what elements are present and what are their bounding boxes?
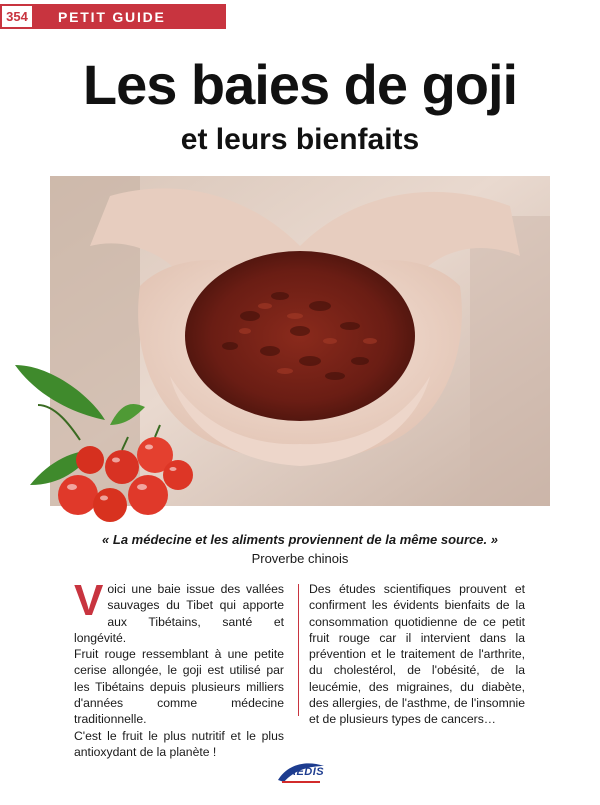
chinese-proverb-quote: « La médecine et les aliments proviennent de la même source. »	[102, 532, 498, 547]
paragraph-3: C'est le fruit le plus nutritif et le plus antioxydant de la planète !	[74, 728, 284, 759]
quote-source: Proverbe chinois	[251, 551, 349, 566]
page-subtitle: et leurs bienfaits	[180, 123, 420, 156]
issue-number: 354	[0, 4, 34, 29]
column-divider	[298, 584, 299, 716]
intro-paragraph	[74, 576, 284, 646]
paragraph-2: Fruit rouge ressemblant à une petite cerise allongée, le goji est utilisé par les Tibétains depuis plusieurs milliers d'années comme médecine traditionnelle.	[74, 647, 284, 727]
fresh-goji-berries-illustration	[10, 355, 200, 530]
page-title: Les baies de goji	[82, 53, 518, 116]
paragraph-4: Des études scientifiques prouvent et confirment les évidents bienfaits de la consommation quotidienne de ce petit fruit rouge car il intervient dans la prévention et le traitement de l'arthrite, du cholestérol, de l'obésité, de la leucémie, des migraines, du diabète, des allergies, de l'asthme, de l'insomnie et de plusieurs types de cancers…	[309, 582, 525, 727]
publisher-logo	[276, 760, 326, 784]
body-column-right	[309, 581, 525, 728]
drop-cap: V	[74, 576, 104, 625]
body-column-left	[74, 576, 284, 760]
series-badge	[0, 4, 226, 29]
series-label: PETIT GUIDE	[58, 8, 166, 25]
publisher-name: AEDIS	[288, 766, 325, 778]
paragraph-1-text: oici une baie issue des vallées sauvages du Tibet qui apporte aux Tibétains, santé et longévité.	[74, 582, 284, 645]
